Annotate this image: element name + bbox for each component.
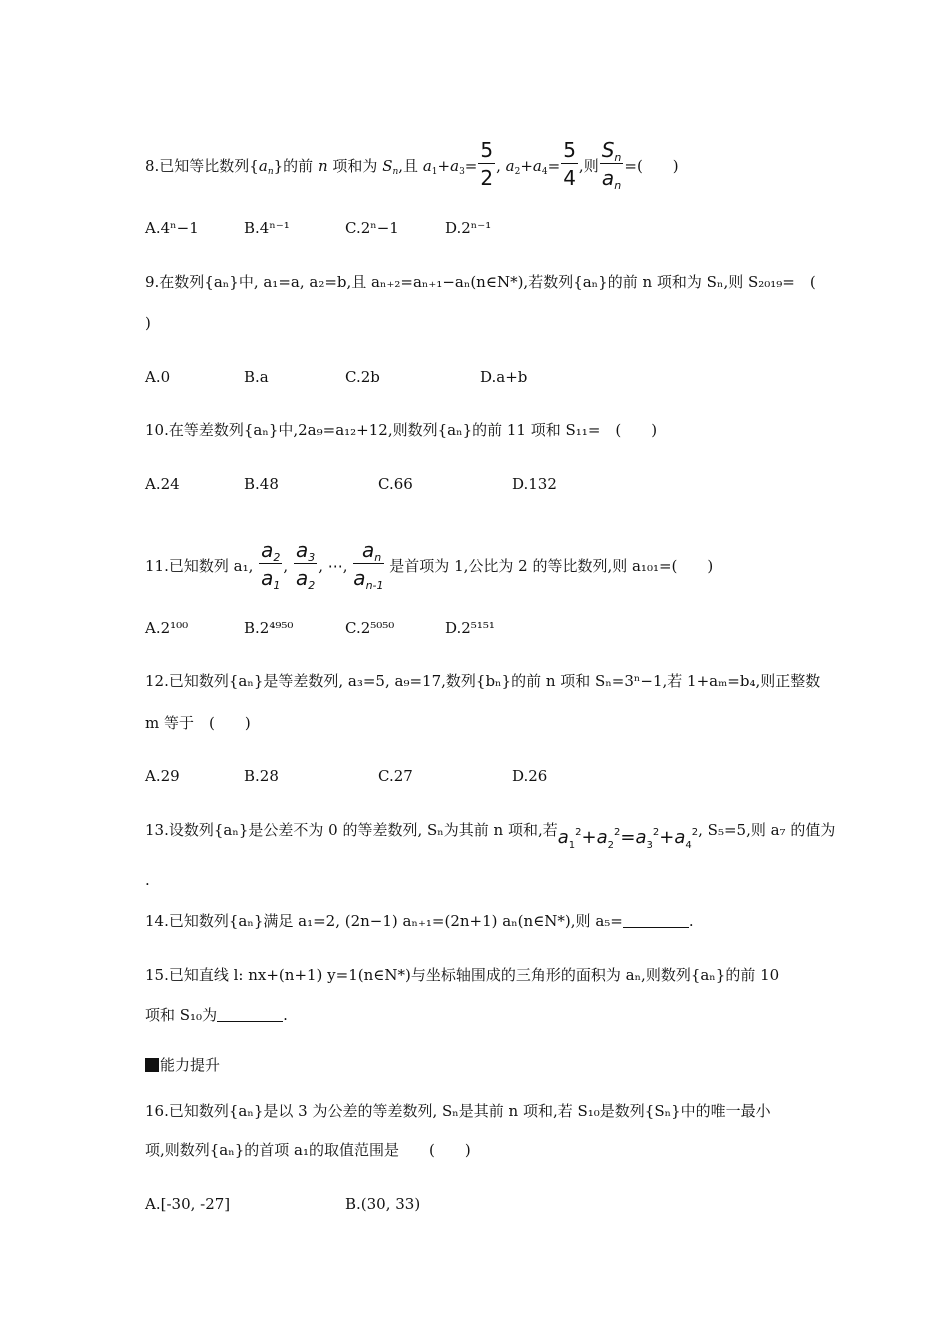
question-9-line-1: 9.在数列{aₙ}中, a₁=a, a₂=b,且 aₙ₊₂=aₙ₊₁−aₙ(n∈N*),若数列{aₙ}的前 n 项和为 Sₙ,则 S₂₀₁₉= (: [145, 273, 816, 291]
q9-option-c: C.2b: [345, 368, 380, 386]
q11-option-b: B.2⁴⁹⁵⁰: [244, 619, 294, 637]
q11-text-suffix: 是首项为 1,公比为 2 的等比数列,则 a₁₀₁=( ): [389, 557, 714, 575]
q10-option-b: B.48: [244, 475, 279, 493]
q8-option-a: A.4ⁿ−1: [145, 219, 199, 237]
q15-text: 项和 S₁₀为: [145, 1006, 218, 1024]
q12-option-c: C.27: [378, 767, 413, 785]
q11-option-c: C.2⁵⁰⁵⁰: [345, 619, 395, 637]
q8-text-b: 项和为: [332, 157, 378, 175]
q11-option-a: A.2¹⁰⁰: [145, 619, 189, 637]
q12-option-d: D.26: [512, 767, 548, 785]
question-9-line-2: ): [145, 314, 151, 332]
q8-option-b: B.4ⁿ⁻¹: [244, 219, 290, 237]
q14-text: 14.已知数列{aₙ}满足 a₁=2, (2n−1) aₙ₊₁=(2n+1) aₙ(n∈N*),则 a₅=: [145, 912, 623, 930]
question-14: [145, 911, 694, 931]
q16-option-a: A.[-30, -27]: [145, 1195, 231, 1213]
square-bullet-icon: [145, 1058, 159, 1072]
q14-answer-blank: [623, 913, 689, 928]
q11-fraction-an-an1: $\frac{a_n}{a_{n-1}}$: [353, 538, 384, 592]
q11-fraction-a2-a1: $\frac{a_2}{a_1}$: [261, 538, 281, 592]
q8-text-a: 的前: [283, 157, 314, 175]
question-13: [145, 820, 836, 851]
q11-option-d: D.2⁵¹⁵¹: [445, 619, 495, 637]
q8-text-c: ,且: [398, 157, 419, 175]
question-12-line-1: 12.已知数列{aₙ}是等差数列, a₃=5, a₉=17,数列{bₙ}的前 n 项和 Sₙ=3ⁿ−1,若 1+aₘ=b₄,则正整数: [145, 672, 821, 690]
section-title: 能力提升: [160, 1056, 221, 1074]
q14-end: .: [688, 912, 694, 930]
q8-text-e: =( ): [624, 157, 679, 175]
q16-option-b: B.(30, 33): [345, 1195, 421, 1213]
question-10: 10.在等差数列{aₙ}中,2a₉=a₁₂+12,则数列{aₙ}的前 11 项和 S₁₁= ( ): [145, 421, 658, 439]
q11-text-prefix: 11.已知数列 a₁,: [145, 557, 254, 575]
q8-fraction-sn-an: $\frac{S_n}{a_n}$: [601, 138, 622, 192]
question-15-line-2: [145, 1005, 288, 1025]
question-16-line-2: 项,则数列{aₙ}的首项 a₁的取值范围是 ( ): [145, 1141, 471, 1159]
q10-option-c: C.66: [378, 475, 413, 493]
q12-option-b: B.28: [244, 767, 279, 785]
q11-fraction-a3-a2: $\frac{a_3}{a_2}$: [295, 538, 316, 592]
q8-fraction-1: $\frac{5}{2}$: [480, 138, 494, 190]
q9-option-d: D.a+b: [480, 368, 528, 386]
section-header: [145, 1055, 220, 1075]
question-16-line-1: 16.已知数列{aₙ}是以 3 为公差的等差数列, Sₙ是其前 n 项和,若 S₁₀是数列{Sₙ}中的唯一最小: [145, 1102, 771, 1120]
q15-answer-blank: [217, 1007, 283, 1022]
q15-end: .: [283, 1006, 288, 1024]
question-11: 11.已知数列 a₁, $\frac{a_2}{a_1}$ , $\frac{a_3}{a_2}$ , ⋯, $\frac{a_n}{a_{n-1}}$ 是首项为 1,公比为 2 的等比数列,则 a₁₀₁=( ): [145, 538, 714, 592]
q10-option-d: D.132: [512, 475, 557, 493]
question-12-line-2: m 等于 ( ): [145, 714, 251, 732]
question-13-line-2: .: [145, 871, 150, 889]
q9-option-b: B.a: [244, 368, 269, 386]
q10-option-a: A.24: [145, 475, 180, 493]
question-8: 8.已知等比数列$\{a_n\}$的前 n 项和为 $S_n$,且 $a_1+a_3=$ $\frac{5}{2}$ , $a_2+a_4=$ $\frac{5}{4}$ ,则 $\frac{S_n}{a_n}$ =( ): [145, 138, 679, 192]
q13-text-prefix: 13.设数列{aₙ}是公差不为 0 的等差数列, Sₙ为其前 n 项和,若: [145, 821, 558, 839]
question-15-line-1: 15.已知直线 l: nx+(n+1) y=1(n∈N*)与坐标轴围成的三角形的面积为 aₙ,则数列{aₙ}的前 10: [145, 966, 780, 984]
q8-text-d: ,则: [578, 157, 599, 175]
q13-text-suffix: , S₅=5,则 a₇ 的值为: [698, 821, 836, 839]
q8-option-c: C.2ⁿ−1: [345, 219, 399, 237]
q8-option-d: D.2ⁿ⁻¹: [445, 219, 492, 237]
q12-option-a: A.29: [145, 767, 180, 785]
q8-text-prefix: 8.已知等比数列{: [145, 157, 259, 175]
q13-equation: $a_1^2+a_2^2=a_3^2+a_4^2$: [557, 827, 699, 851]
q8-fraction-2: $\frac{5}{4}$: [563, 138, 576, 190]
q9-option-a: A.0: [145, 368, 171, 386]
